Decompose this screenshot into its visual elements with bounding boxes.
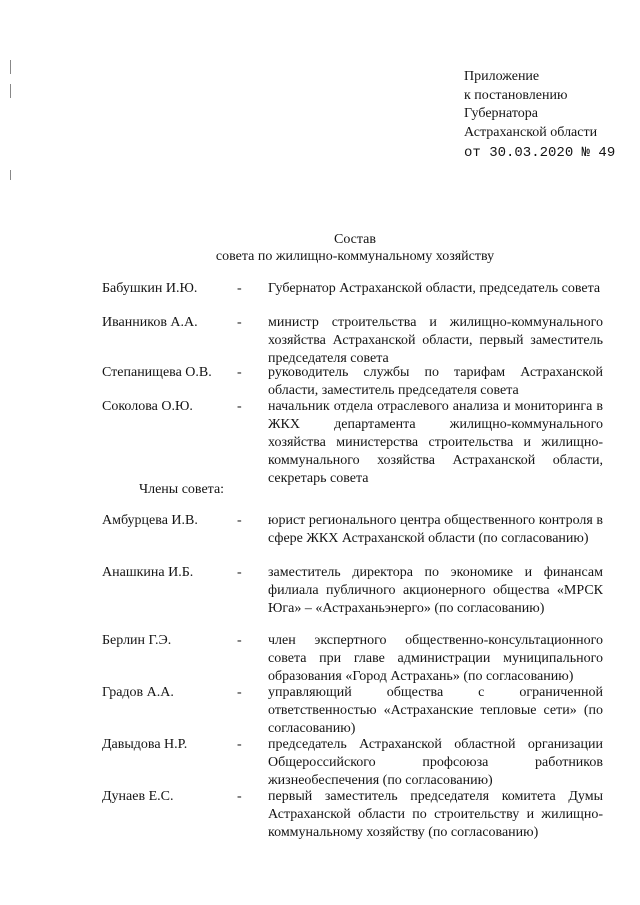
- member-name: Градов А.А.: [102, 685, 174, 700]
- dash: -: [237, 315, 242, 330]
- person-role: министр строительства и жилищно-коммунального хозяйства Астраханской области, первый заместитель председателя совета: [268, 315, 603, 367]
- member-role: председатель Астраханской областной организации Общероссийского профсоюза работников жизнеобеспечения (по согласованию): [268, 737, 603, 789]
- member-name: Амбурцева И.В.: [102, 513, 198, 528]
- member-role: первый заместитель председателя комитета Думы Астраханской области по строительству и жилищно-коммунальному хозяйству (по согласованию): [268, 789, 603, 841]
- title-subline: совета по жилищно-коммунальному хозяйству: [215, 249, 495, 264]
- member-name: Анашкина И.Б.: [102, 565, 194, 580]
- person-name: Соколова О.Ю.: [102, 399, 193, 414]
- scan-mark: [10, 84, 11, 98]
- appendix-line: к постановлению: [464, 87, 568, 103]
- member-name: Дунаев Е.С.: [102, 789, 174, 804]
- dash: -: [237, 685, 242, 700]
- member-role: юрист регионального центра общественного контроля в сфере ЖКХ Астраханской области (по согласованию): [268, 513, 603, 547]
- appendix-line: Губернатора: [464, 106, 539, 122]
- person-role: начальник отдела отраслевого анализа и мониторинга в ЖКХ департамента жилищно-коммунального хозяйства министерства строительства и жилищно-коммунального хозяйства Астраханской области, секретарь совета: [268, 399, 603, 487]
- member-name: Берлин Г.Э.: [102, 633, 172, 648]
- person-role: Губернатор Астраханской области, председатель совета: [268, 281, 601, 296]
- dash: -: [237, 789, 242, 804]
- scan-mark: [10, 170, 11, 180]
- member-role: заместитель директора по экономике и финансам филиала публичного акционерного общества «МРСК Юга» – «Астраханьэнерго» (по согласованию): [268, 565, 603, 617]
- document-title: [0, 231, 640, 265]
- member-role: член экспертного общественно-консультационного совета при главе администрации муниципального образования «Город Астрахань» (по согласованию): [268, 633, 603, 685]
- dash: -: [237, 513, 242, 528]
- members-heading: Члены совета:: [139, 482, 225, 497]
- person-role: руководитель службы по тарифам Астраханской области, заместитель председателя совета: [268, 365, 603, 399]
- appendix-line: Астраханской области: [464, 124, 598, 140]
- scan-mark: [10, 60, 11, 74]
- dash: -: [237, 281, 242, 296]
- dash: -: [237, 565, 242, 580]
- dash: -: [237, 399, 242, 414]
- person-name: Бабушкин И.Ю.: [102, 281, 198, 296]
- dash: -: [237, 365, 242, 380]
- title-line: Состав: [333, 232, 376, 247]
- member-name: Давыдова Н.Р.: [102, 737, 188, 752]
- dash: -: [237, 737, 242, 752]
- appendix-line: Приложение: [464, 69, 540, 84]
- dash: -: [237, 633, 242, 648]
- person-name: Степанищева О.В.: [102, 365, 212, 380]
- member-role: управляющий общества с ограниченной ответственностью «Астраханские тепловые сети» (по согласованию): [268, 685, 603, 737]
- appendix-block: [464, 68, 615, 163]
- person-name: Иванников А.А.: [102, 315, 198, 330]
- appendix-date: от 30.03.2020 № 49: [464, 145, 616, 162]
